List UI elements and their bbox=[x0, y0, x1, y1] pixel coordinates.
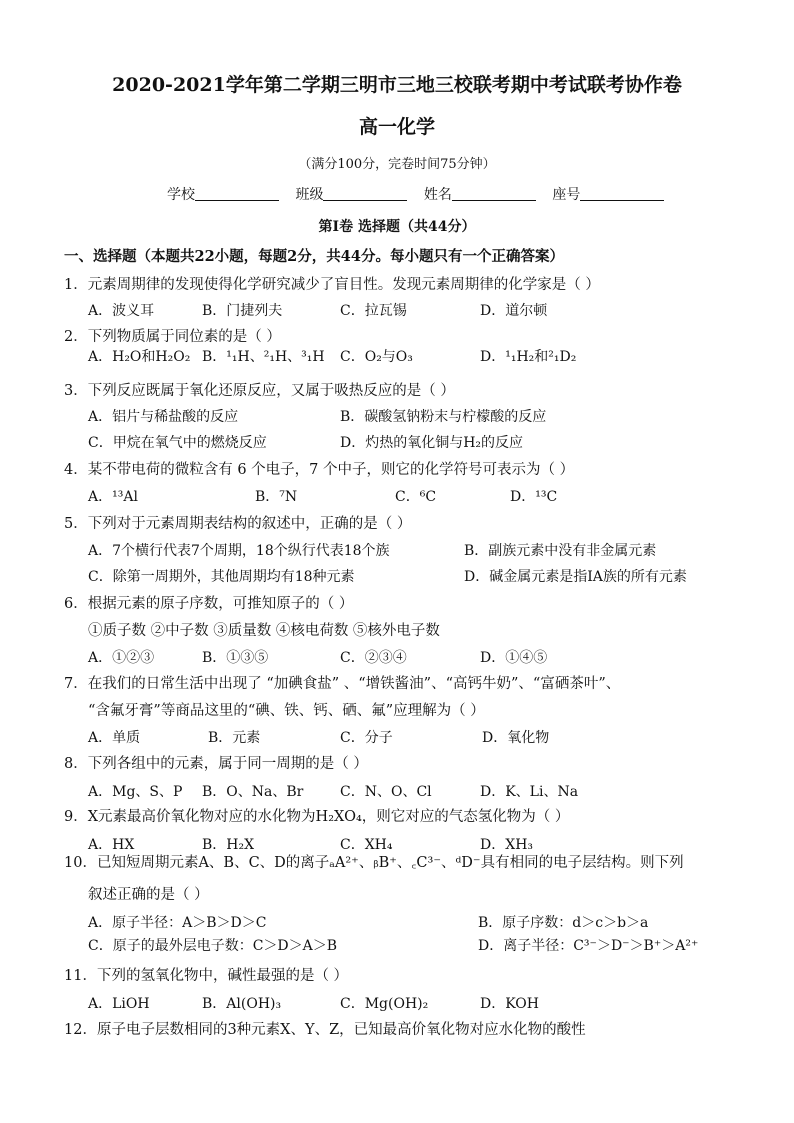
option-a[interactable]: A．Mg、S、P bbox=[88, 784, 183, 800]
question-stem: 11．下列的氢氧化物中，碱性最强的是（ ） bbox=[64, 968, 349, 984]
option-b[interactable]: B．O、Na、Br bbox=[202, 784, 304, 800]
question-stem: 3．下列反应既属于氧化还原反应，又属于吸热反应的是（ ） bbox=[64, 383, 455, 399]
option-b[interactable]: B．原子序数：d＞c＞b＞a bbox=[478, 915, 649, 931]
student-info bbox=[167, 186, 676, 204]
option-d[interactable]: D．XH₃ bbox=[480, 837, 534, 853]
option-a[interactable]: A．单质 bbox=[88, 730, 141, 746]
option-c[interactable]: C．②③④ bbox=[340, 650, 407, 666]
option-b[interactable]: B．H₂X bbox=[202, 837, 255, 853]
option-d[interactable]: D．道尔顿 bbox=[480, 303, 548, 319]
option-a[interactable]: A．铝片与稀盐酸的反应 bbox=[88, 409, 239, 425]
option-c[interactable]: C．拉瓦锡 bbox=[340, 303, 407, 319]
option-b[interactable]: B．①③⑤ bbox=[202, 650, 269, 666]
option-b[interactable]: B．门捷列夫 bbox=[202, 303, 283, 319]
option-a[interactable]: A．LiOH bbox=[88, 996, 150, 1012]
question-stem: 1．元素周期律的发现使得化学研究减少了盲目性。发现元素周期律的化学家是（ ） bbox=[64, 277, 600, 293]
option-c[interactable]: C．Mg(OH)₂ bbox=[340, 996, 429, 1012]
question-stem: 8．下列各组中的元素，属于同一周期的是（ ） bbox=[64, 756, 368, 772]
option-a[interactable]: A．7个横行代表7个周期，18个纵行代表18个族 bbox=[88, 543, 390, 559]
school-label: 学校 bbox=[167, 187, 195, 203]
option-a[interactable]: A．¹³Al bbox=[88, 489, 138, 505]
question-stem-cont: 叙述正确的是（ ） bbox=[88, 887, 209, 903]
question-subitems: ①质子数 ②中子数 ③质量数 ④核电荷数 ⑤核外电子数 bbox=[88, 623, 440, 639]
option-c[interactable]: C．O₂与O₃ bbox=[340, 349, 413, 365]
option-b[interactable]: B．元素 bbox=[208, 730, 261, 746]
option-a[interactable]: A．波义耳 bbox=[88, 303, 155, 319]
question-stem: 9．X元素最高价氧化物对应的水化物为H₂XO₄，则它对应的气态氢化物为（ ） bbox=[64, 809, 570, 825]
exam-note: （满分100分，完卷时间75分钟） bbox=[298, 157, 496, 172]
question-stem: 4．某不带电荷的微粒含有 6 个电子，7 个中子，则它的化学符号可表示为（ ） bbox=[64, 462, 575, 478]
class-label: 班级 bbox=[295, 187, 324, 203]
option-c[interactable]: C．原子的最外层电子数：C＞D＞A＞B bbox=[88, 938, 338, 954]
seat-label: 座号 bbox=[552, 187, 581, 203]
name-label: 姓名 bbox=[423, 187, 452, 203]
option-d[interactable]: D．灼热的氧化铜与H₂的反应 bbox=[340, 435, 524, 451]
exam-subject: 高一化学 bbox=[358, 116, 435, 138]
question-stem: 7．在我们的日常生活中出现了 “加碘食盐” 、“增铁酱油”、“高钙牛奶”、“富硒茶叶”、 bbox=[64, 676, 621, 692]
question-stem-cont: “含氟牙膏”等商品这里的“碘、铁、钙、硒、氟”应理解为（ ） bbox=[88, 703, 485, 719]
question-stem: 5．下列对于元素周期表结构的叙述中，正确的是（ ） bbox=[64, 516, 412, 532]
question-stem: 12．原子电子层数相同的3种元素X、Y、Z，已知最高价氧化物对应水化物的酸性 bbox=[64, 1022, 586, 1038]
option-b[interactable]: B．Al(OH)₃ bbox=[202, 996, 282, 1012]
option-b[interactable]: B．副族元素中没有非金属元素 bbox=[464, 543, 657, 559]
option-c[interactable]: C．除第一周期外，其他周期均有18种元素 bbox=[88, 569, 355, 585]
school-blank[interactable] bbox=[195, 186, 279, 201]
option-c[interactable]: C．甲烷在氧气中的燃烧反应 bbox=[88, 435, 267, 451]
name-blank[interactable] bbox=[452, 186, 536, 201]
option-d[interactable]: D．KOH bbox=[480, 996, 539, 1012]
option-b[interactable]: B．碳酸氢钠粉末与柠檬酸的反应 bbox=[340, 409, 547, 425]
question-stem: 6．根据元素的原子序数，可推知原子的（ ） bbox=[64, 596, 354, 612]
option-c[interactable]: C．⁶C bbox=[395, 489, 437, 505]
option-b[interactable]: B．¹₁H、²₁H、³₁H bbox=[202, 349, 325, 365]
option-d[interactable]: D．离子半径：C³⁻＞D⁻＞B⁺＞A²⁺ bbox=[478, 938, 699, 954]
option-b[interactable]: B．⁷N bbox=[255, 489, 298, 505]
section-label: 第Ⅰ卷 选择题（共44分） bbox=[318, 219, 476, 235]
option-a[interactable]: A．原子半径：A＞B＞D＞C bbox=[88, 915, 267, 931]
option-c[interactable]: C．N、O、Cl bbox=[340, 784, 432, 800]
option-c[interactable]: C．XH₄ bbox=[340, 837, 393, 853]
option-d[interactable]: D．氧化物 bbox=[482, 730, 550, 746]
option-d[interactable]: D．碱金属元素是指ⅠA族的所有元素 bbox=[464, 569, 687, 585]
option-d[interactable]: D．①④⑤ bbox=[480, 650, 548, 666]
option-d[interactable]: D．K、Li、Na bbox=[480, 784, 579, 800]
option-a[interactable]: A．HX bbox=[88, 837, 135, 853]
exam-title: 2020-2021学年第二学期三明市三地三校联考期中考试联考协作卷 bbox=[112, 74, 682, 96]
option-a[interactable]: A．①②③ bbox=[88, 650, 155, 666]
option-d[interactable]: D．¹³C bbox=[510, 489, 558, 505]
section-heading: 一、选择题（本题共22小题，每题2分，共44分。每小题只有一个正确答案） bbox=[64, 248, 564, 265]
option-d[interactable]: D．¹₁H₂和²₁D₂ bbox=[480, 349, 577, 365]
question-stem: 10．已知短周期元素A、B、C、D的离子ₐA²⁺、ᵦB⁺、꜀C³⁻、ᵈD⁻具有相同的电子层结构。则下列 bbox=[64, 855, 684, 871]
option-c[interactable]: C．分子 bbox=[340, 730, 393, 746]
question-stem: 2．下列物质属于同位素的是（ ） bbox=[64, 329, 281, 345]
class-blank[interactable] bbox=[323, 186, 407, 201]
option-a[interactable]: A．H₂O和H₂O₂ bbox=[88, 349, 191, 365]
seat-blank[interactable] bbox=[580, 186, 664, 201]
